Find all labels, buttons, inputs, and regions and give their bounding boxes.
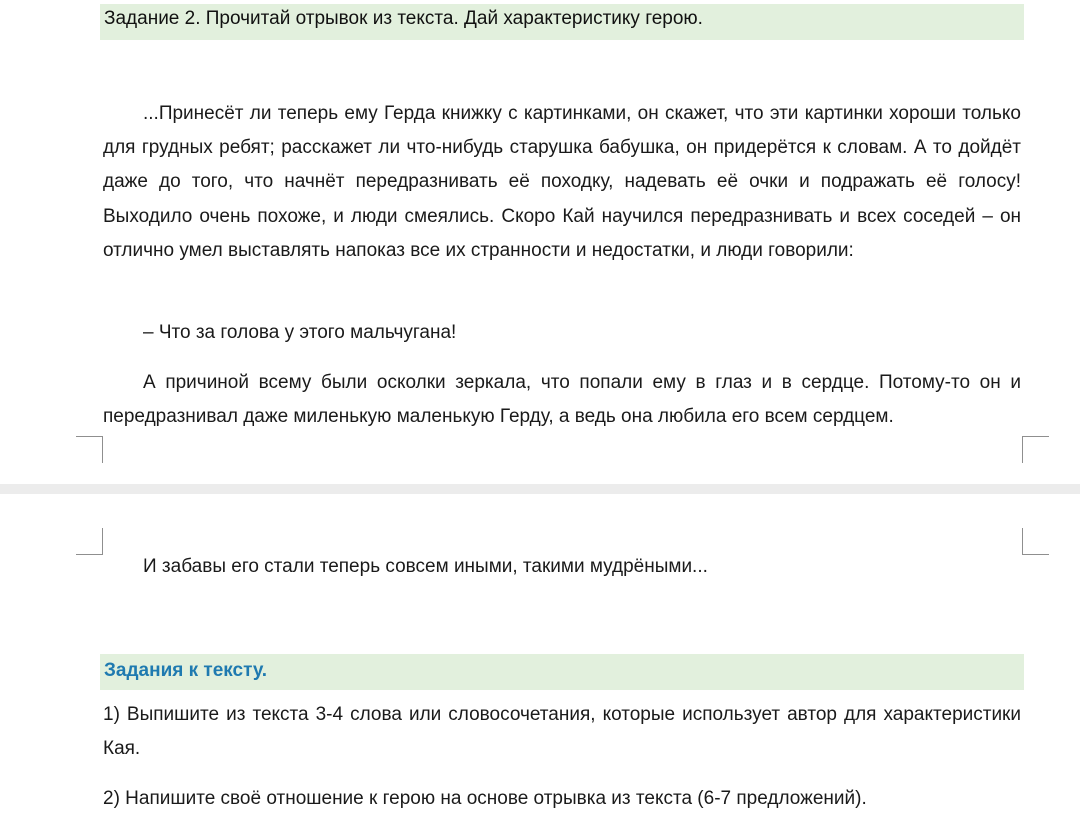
text-paragraph-2: А причиной всему были осколки зеркала, что попали ему в глаз и в сердце. Потому-то он и передразнивал даже миленькую маленькую Герду, а ведь она любила его всем сердцем. xyxy=(103,372,1021,428)
task-item-2: 2) Напишите своё отношение к герою на основе отрывка из текста (6-7 предложений). xyxy=(103,788,867,809)
text-paragraph-dialogue: – Что за голова у этого мальчугана! xyxy=(143,322,457,343)
tasks-heading: Задания к тексту. xyxy=(100,654,1024,690)
text-paragraph-3: И забавы его стали теперь совсем иными, такими мудрёными... xyxy=(143,556,708,577)
page-break-gap xyxy=(0,484,1080,494)
task-2-heading: Задание 2. Прочитай отрывок из текста. Дай характеристику герою. xyxy=(100,4,1024,40)
text-paragraph-1: ...Принесёт ли теперь ему Герда книжку с картинками, он скажет, что эти картинки хороши только для грудных ребят; расскажет ли что-нибудь старушка бабушка, он придерётся к словам. А то дойдёт даже до того, что начнёт передразнивать её походку, надевать её очки и подражать её голосу! Выходило очень похоже, и люди смеялись. Скоро Кай научился передразнивать и всех соседей – он отлично умел выставлять напоказ все их странности и недостатки, и люди говорили: xyxy=(103,103,1021,261)
task-item-1: 1) Выпишите из текста 3-4 слова или словосочетания, которые использует автор для характеристики Кая. xyxy=(103,704,1021,760)
page-margin-corner-top-left xyxy=(76,528,103,555)
page-margin-corner-top-right xyxy=(1022,528,1049,555)
page-margin-corner-bottom-right xyxy=(1022,436,1049,463)
document-page-2 xyxy=(0,494,1080,825)
page-margin-corner-bottom-left xyxy=(76,436,103,463)
